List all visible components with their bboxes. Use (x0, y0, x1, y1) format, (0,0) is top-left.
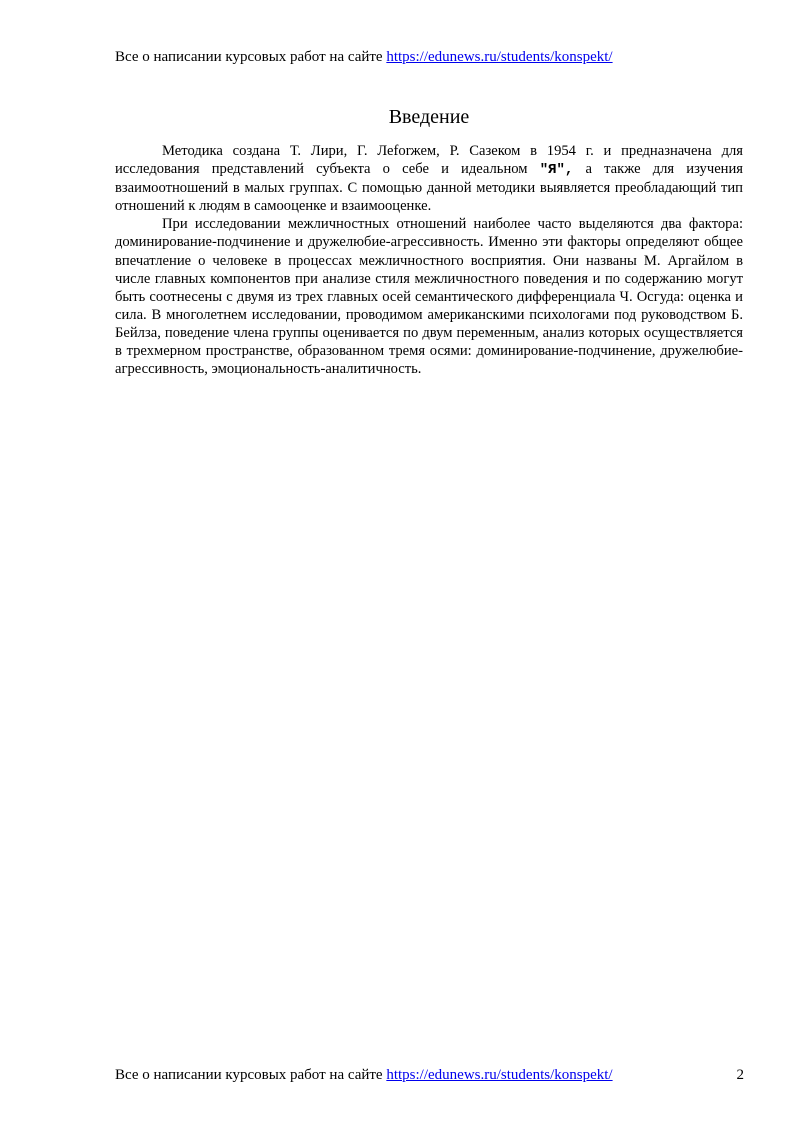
page-number: 2 (736, 1067, 744, 1083)
footer-link[interactable]: https://edunews.ru/students/konspekt/ (386, 1067, 613, 1083)
body-text (115, 142, 743, 378)
section-title: Введение (388, 106, 470, 128)
paragraph-2: При исследовании межличностных отношений наиболее часто выделяются два фактора: доминирование-подчинение и дружелюбие-агрессивность. Именно эти факторы определяют общее впечатление о человеке в процессах межличностного восприятия. Они названы М. Аргайлом в числе главных компонентов при анализе стиля межличностного поведения и по содержанию могут быть соотнесены с двумя из трех главных осей семантического дифференциала Ч. Осгуда: оценка и сила. В многолетнем исследовании, проводимом американскими психологами под руководством Б. Бейлза, поведение члена группы оценивается по двум переменным, анализ которых осуществляется в трехмерном пространстве, образованном тремя осями: доминирование-подчинение, дружелюбие-агрессивность, эмоциональность-аналитичность. (115, 216, 743, 378)
paragraph-1-bold-ya: "Я", (539, 162, 574, 179)
footer-text: Все о написании курсовых работ на сайте (115, 1067, 387, 1083)
page-header (115, 47, 613, 67)
header-link[interactable]: https://edunews.ru/students/konspekt/ (386, 49, 613, 65)
page-footer (115, 1065, 613, 1085)
header-text: Все о написании курсовых работ на сайте (115, 49, 387, 65)
paragraph-1-text-end: а также для изучения взаимоотношений в малых группах. С помощью данной методики выявляется преобладающий тип отношений к людям в самооценке и взаимооценке. (115, 161, 744, 215)
paragraph-1-text-start: Методика создана Т. Лири, Г. Леforжем, Р. Сазеком в 1954 г. и предназначена для исследования представлений субъекта о себе и идеальном (115, 143, 743, 178)
paragraph-1 (115, 142, 743, 215)
